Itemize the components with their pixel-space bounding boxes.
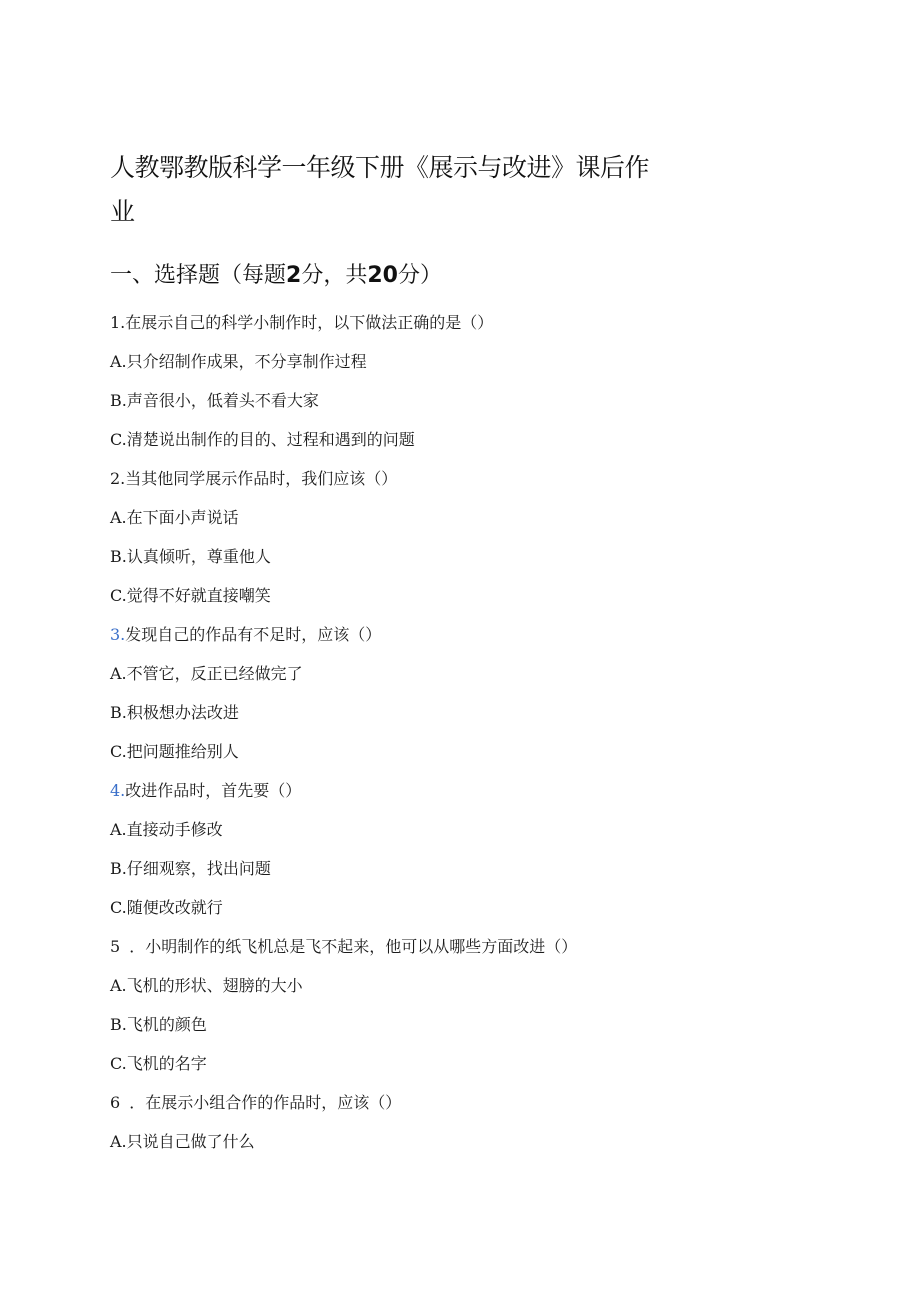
question-number: 4. xyxy=(110,781,126,800)
answer-option xyxy=(110,698,810,737)
option-text: 飞机的颜色 xyxy=(126,1015,207,1034)
document-title: 人教鄂教版科学一年级下册《展示与改进》课后作业 xyxy=(110,153,650,226)
question-text: 改进作品时，首先要（） xyxy=(125,781,302,800)
question-number: 5 xyxy=(110,937,126,956)
option-letter: B. xyxy=(110,391,127,410)
option-text: 清楚说出制作的目的、过程和遇到的问题 xyxy=(126,430,415,449)
answer-option xyxy=(110,815,810,854)
answer-option xyxy=(110,1010,810,1049)
option-letter: C. xyxy=(110,586,127,605)
option-text: 认真倾听，尊重他人 xyxy=(126,547,271,566)
answer-option xyxy=(110,503,810,542)
question-text: 发现自己的作品有不足时，应该（） xyxy=(125,625,382,644)
option-text: 积极想办法改进 xyxy=(126,703,239,722)
section-heading xyxy=(110,258,442,294)
answer-option xyxy=(110,425,810,464)
question-number: 6 xyxy=(110,1093,126,1112)
question-text: 当其他同学展示作品时，我们应该（） xyxy=(125,469,398,488)
question-text: ．小明制作的纸飞机总是飞不起来，他可以从哪些方面改进（） xyxy=(129,937,578,956)
question-stem xyxy=(110,932,810,971)
option-letter: A. xyxy=(110,352,127,371)
option-text: 飞机的形状、翅膀的大小 xyxy=(126,976,303,995)
question-stem xyxy=(110,464,810,503)
answer-option xyxy=(110,659,810,698)
option-text: 觉得不好就直接嘲笑 xyxy=(126,586,271,605)
option-letter: A. xyxy=(110,976,127,995)
option-text: 只介绍制作成果，不分享制作过程 xyxy=(126,352,367,371)
question-text: ．在展示小组合作的作品时，应该（） xyxy=(129,1093,402,1112)
answer-option xyxy=(110,581,810,620)
option-letter: C. xyxy=(110,430,127,449)
option-letter: C. xyxy=(110,742,127,761)
option-text: 只说自己做了什么 xyxy=(126,1132,255,1151)
question-number: 2. xyxy=(110,469,126,488)
option-letter: A. xyxy=(110,508,127,527)
answer-option xyxy=(110,1127,810,1166)
option-letter: C. xyxy=(110,898,127,917)
question-text: 在展示自己的科学小制作时，以下做法正确的是（） xyxy=(125,313,494,332)
option-text: 直接动手修改 xyxy=(126,820,223,839)
question-stem xyxy=(110,1088,810,1127)
question-number: 1. xyxy=(110,313,126,332)
option-text: 声音很小，低着头不看大家 xyxy=(126,391,319,410)
question-number: 3. xyxy=(110,625,126,644)
option-text: 随便改改就行 xyxy=(126,898,223,917)
answer-option xyxy=(110,854,810,893)
section-points-per-question: 2 xyxy=(286,263,302,288)
answer-option xyxy=(110,1049,810,1088)
option-letter: B. xyxy=(110,1015,127,1034)
question-list xyxy=(110,308,810,1166)
section-heading-middle: 分，共 xyxy=(301,263,368,288)
option-letter: A. xyxy=(110,664,127,683)
option-letter: B. xyxy=(110,859,127,878)
option-letter: A. xyxy=(110,1132,127,1151)
option-letter: B. xyxy=(110,547,127,566)
answer-option xyxy=(110,737,810,776)
answer-option xyxy=(110,386,810,425)
option-letter: C. xyxy=(110,1054,127,1073)
question-stem xyxy=(110,776,810,815)
question-stem xyxy=(110,308,810,347)
answer-option xyxy=(110,347,810,386)
option-text: 仔细观察，找出问题 xyxy=(126,859,271,878)
question-stem xyxy=(110,620,810,659)
answer-option xyxy=(110,893,810,932)
option-letter: A. xyxy=(110,820,127,839)
option-text: 在下面小声说话 xyxy=(126,508,239,527)
option-text: 飞机的名字 xyxy=(126,1054,207,1073)
section-total-points: 20 xyxy=(367,263,398,288)
option-text: 不管它，反正已经做完了 xyxy=(126,664,303,683)
option-text: 把问题推给别人 xyxy=(126,742,239,761)
answer-option xyxy=(110,971,810,1010)
section-heading-suffix: 分） xyxy=(397,263,442,288)
option-letter: B. xyxy=(110,703,127,722)
section-heading-prefix: 一、选择题（每题 xyxy=(110,263,287,288)
answer-option xyxy=(110,542,810,581)
